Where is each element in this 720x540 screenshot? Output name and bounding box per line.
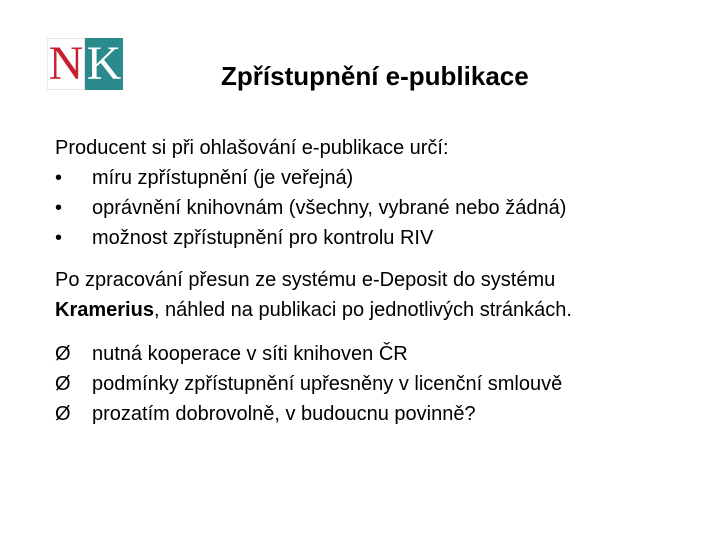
arrow-text: prozatím dobrovolně, v budoucnu povinně? bbox=[92, 403, 476, 425]
logo-letter-k: K bbox=[86, 37, 122, 90]
logo-letter-n: N bbox=[48, 37, 84, 90]
kramerius-term: Kramerius bbox=[55, 299, 154, 321]
paragraph-line-2 bbox=[55, 295, 705, 325]
paragraph-line-2-rest: , náhled na publikaci po jednotlivých stránkách. bbox=[153, 299, 572, 321]
arrow-item bbox=[55, 369, 705, 399]
bullet-list bbox=[55, 163, 705, 253]
arrow-list bbox=[55, 339, 705, 429]
arrow-text: nutná kooperace v síti knihoven ČR bbox=[92, 343, 408, 365]
nk-logo bbox=[47, 38, 123, 90]
arrow-item bbox=[55, 399, 705, 429]
slide-content bbox=[55, 133, 705, 429]
paragraph-line-1: Po zpracování přesun ze systému e-Deposit do systému bbox=[55, 269, 556, 291]
bullet-mark: • bbox=[55, 167, 63, 189]
slide-title: Zpřístupnění e-publikace bbox=[221, 61, 529, 91]
arrow-bullet-icon: Ø bbox=[55, 403, 71, 425]
bullet-text: možnost zpřístupnění pro kontrolu RIV bbox=[92, 227, 434, 249]
arrow-item bbox=[55, 339, 705, 369]
arrow-text: podmínky zpřístupnění upřesněny v licenční smlouvě bbox=[92, 373, 563, 395]
bullet-item bbox=[55, 223, 705, 253]
intro-text: Producent si při ohlašování e-publikace určí: bbox=[55, 137, 449, 159]
arrow-bullet-icon: Ø bbox=[55, 373, 71, 395]
bullet-text: oprávnění knihovnám (všechny, vybrané nebo žádná) bbox=[92, 197, 567, 219]
bullet-item bbox=[55, 163, 705, 193]
bullet-mark: • bbox=[55, 227, 63, 249]
bullet-text: míru zpřístupnění (je veřejná) bbox=[92, 167, 354, 189]
bullet-item bbox=[55, 193, 705, 223]
arrow-bullet-icon: Ø bbox=[55, 343, 71, 365]
workflow-paragraph bbox=[55, 265, 705, 325]
bullet-mark: • bbox=[55, 197, 63, 219]
